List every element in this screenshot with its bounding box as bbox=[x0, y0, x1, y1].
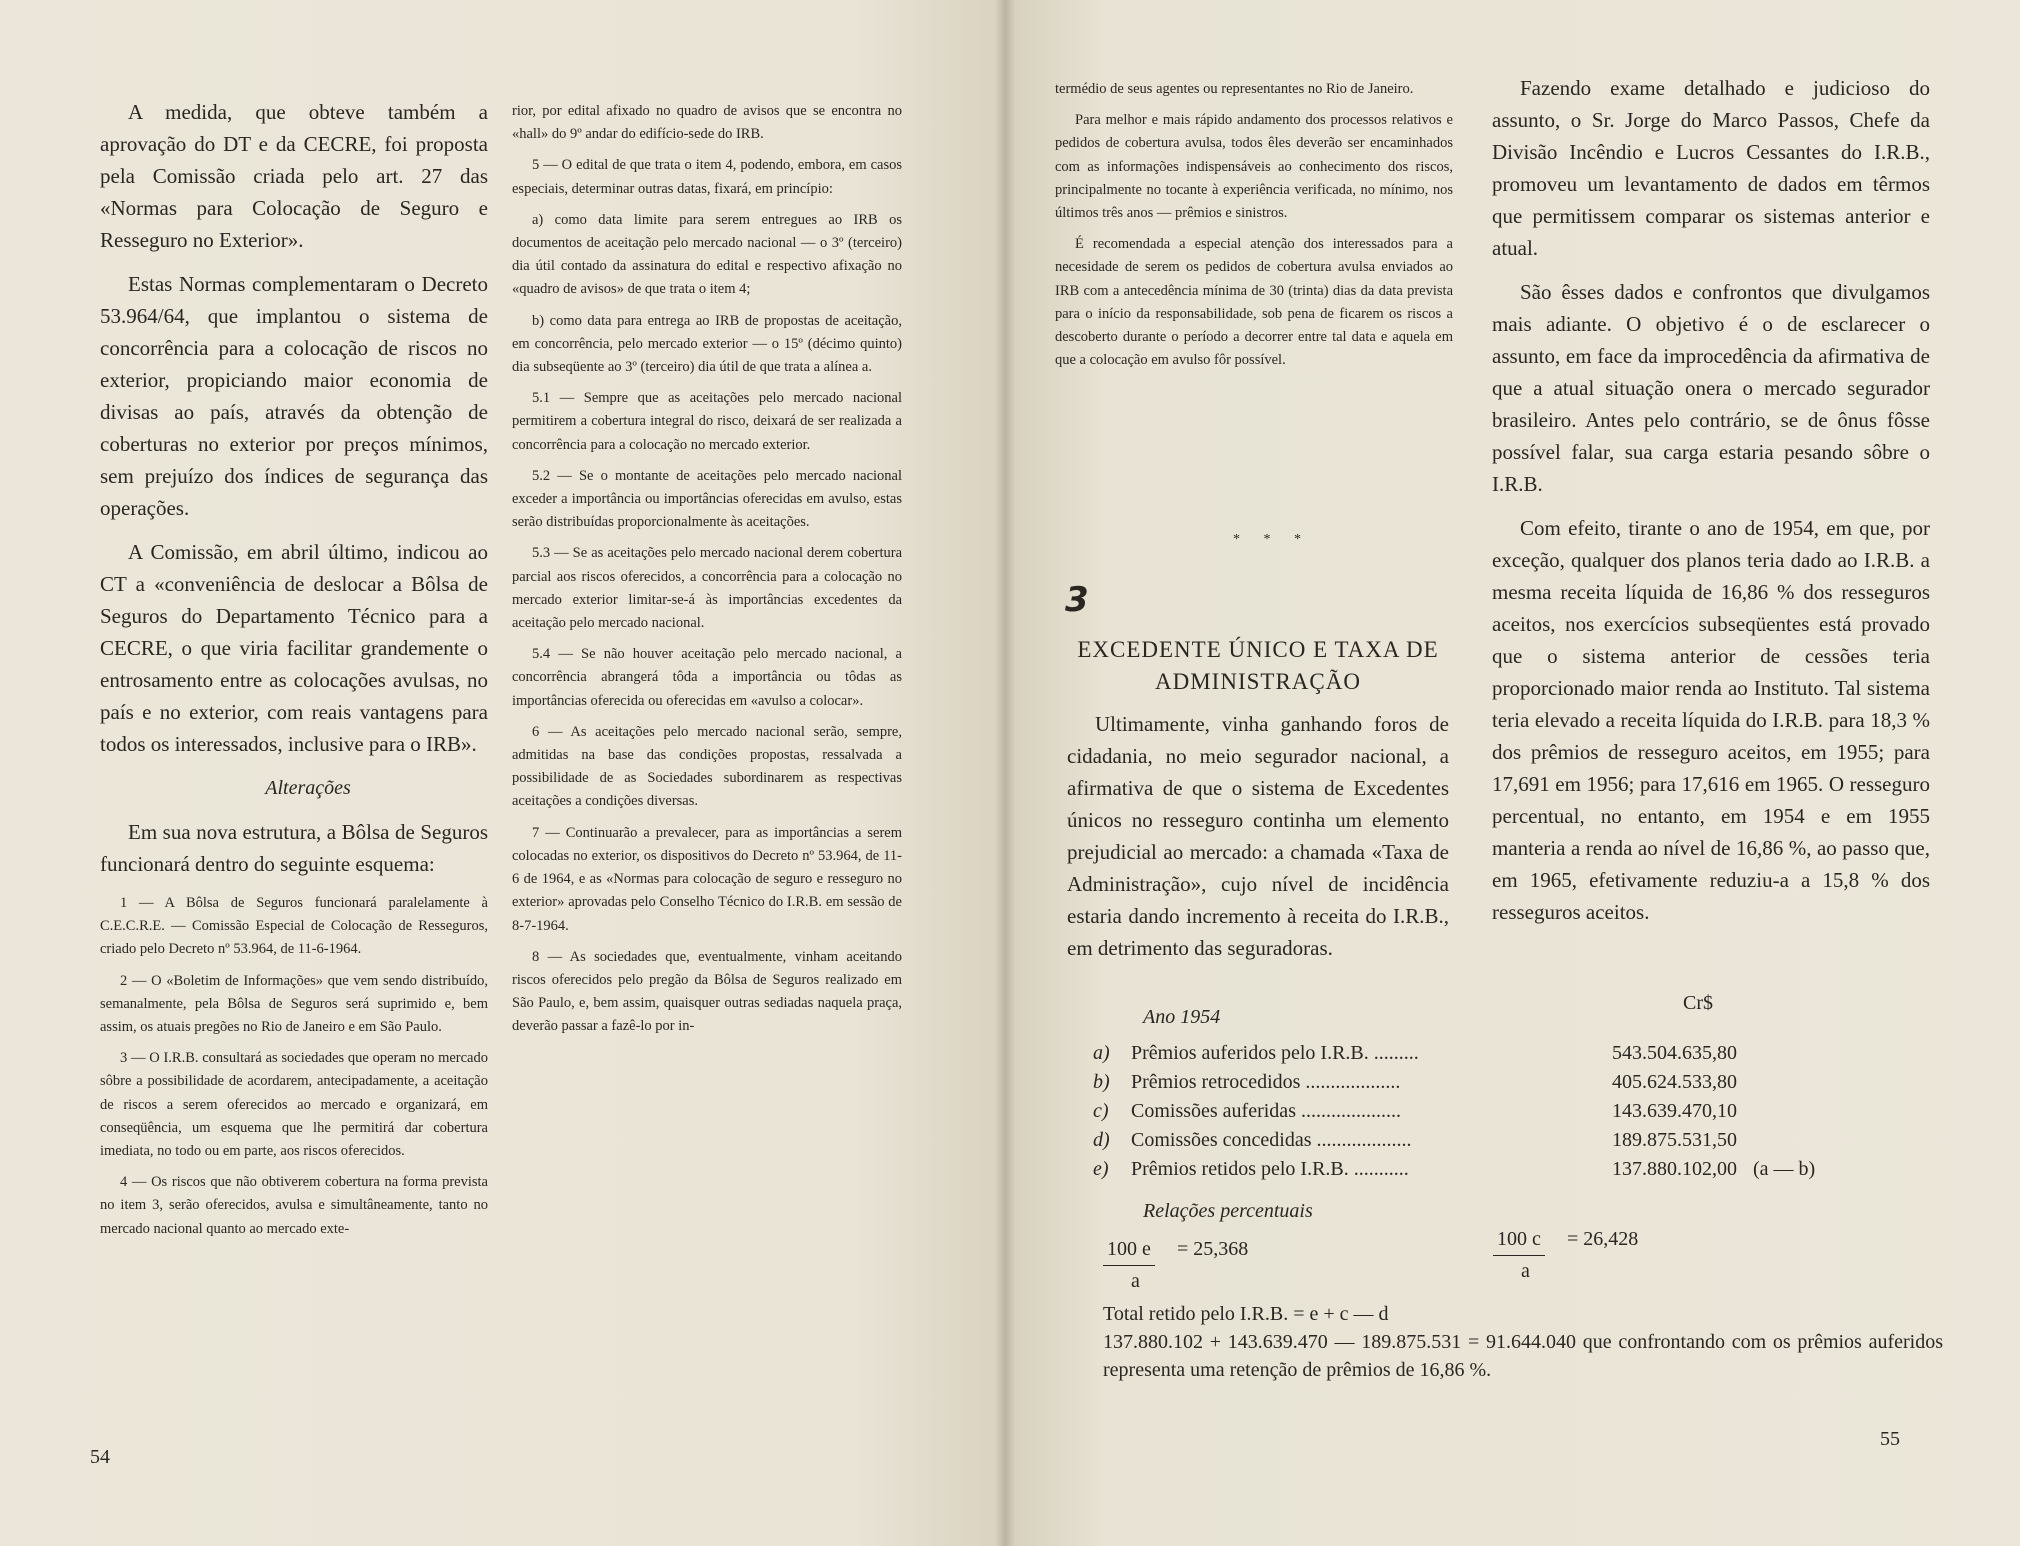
row-letter: a) bbox=[1093, 1042, 1110, 1064]
paragraph: 5.3 — Se as aceitações pelo mercado nacional derem cobertura parcial aos riscos oferecidos, a concorrência para a colocação no mercado exterior limitar-se-á às importâncias excedentes da aceitação pelo mercado nacional. bbox=[512, 545, 902, 632]
left-page bbox=[0, 0, 1005, 1546]
subheading-alteracoes: Alterações bbox=[265, 777, 351, 799]
paragraph: 5.2 — Se o montante de aceitações pelo mercado nacional exceder a importância ou importâncias oferecidas em avulso, estas serão distribuídas proporcionalmente às aceitações. bbox=[512, 467, 902, 531]
year-label: Ano 1954 bbox=[1143, 1006, 1221, 1028]
fraction-numerator: 100 e bbox=[1103, 1238, 1155, 1266]
list-item: 3 — O I.R.B. consultará as sociedades que operam no mercado sôbre a possibilidade de acordarem, antecipadamente, a aceitação de riscos a serem oferecidos ao mercado e organizará, em conseqüência, um esquema que lhe permitirá dar cobertura imediata, no todo ou em parte, aos riscos oferecidos. bbox=[100, 1050, 488, 1160]
right-column-1 bbox=[1055, 78, 1453, 380]
fraction-denominator: a bbox=[1131, 1270, 1140, 1292]
section-divider-stars: * * * bbox=[1233, 532, 1311, 547]
paragraph: Estas Normas complementaram o Decreto 53.964/64, que implantou o sistema de concorrência para a colocação de riscos no exterior, propiciando maior economia de divisas ao país, através da obtenção de coberturas no exterior por preços mínimos, sem prejuízo dos índices de segurança das operações. bbox=[100, 272, 488, 520]
table-row bbox=[1093, 1071, 1993, 1100]
fraction-2 bbox=[1493, 1228, 1545, 1283]
row-label: Prêmios auferidos pelo I.R.B. ......... bbox=[1131, 1042, 1419, 1064]
paragraph: A Comissão, em abril último, indicou ao CT a «conveniência de deslocar a Bôlsa de Seguros do Departamento Técnico para a CECRE, o que viria facilitar grandemente o entrosamento entre as colocações avulsas, no país e no exterior, com reais vantagens para todos os interessados, inclusive para o IRB». bbox=[100, 540, 488, 756]
paragraph: 5.1 — Sempre que as aceitações pelo mercado nacional permitirem a cobertura integral do risco, deixará de ser realizada a concorrência para a colocação no mercado exterior. bbox=[512, 390, 902, 453]
page-number-right: 55 bbox=[1880, 1428, 1900, 1450]
paragraph: a) como data limite para serem entregues ao IRB os documentos de aceitação pelo mercado nacional — o 3º (terceiro) dia útil contado da assinatura do edital e respectivo afixação no «quadro de avisos» de que trata o item 4; bbox=[512, 211, 902, 298]
total-calculation bbox=[1103, 1300, 1943, 1384]
paragraph: Fazendo exame detalhado e judicioso do assunto, o Sr. Jorge do Marco Passos, Chefe da Divisão Incêndio e Lucros Cessantes do I.R.B., promoveu um levantamento de dados em têrmos que permitissem comparar os sistemas anterior e atual. bbox=[1492, 76, 1930, 260]
row-letter: d) bbox=[1093, 1129, 1110, 1151]
section-title: EXCEDENTE ÚNICO E TAXA DE ADMINISTRAÇÃO bbox=[1077, 637, 1439, 694]
right-page bbox=[1005, 0, 2020, 1546]
row-label: Comissões auferidas .................... bbox=[1131, 1100, 1401, 1122]
paragraph: 6 — As aceitações pelo mercado nacional serão, sempre, admitidas na base das condições propostas, ressalvada a possibilidade de as Sociedades subordinarem as respectivas aceitações a condições diversas. bbox=[512, 723, 902, 810]
left-column-1 bbox=[100, 96, 488, 1249]
table-row bbox=[1093, 1158, 1993, 1187]
row-letter: c) bbox=[1093, 1100, 1109, 1122]
financial-table bbox=[1093, 1042, 1993, 1192]
row-label: Prêmios retrocedidos ................... bbox=[1131, 1071, 1401, 1093]
table-row bbox=[1093, 1042, 1993, 1071]
list-item: 1 — A Bôlsa de Seguros funcionará paralelamente à C.E.C.R.E. — Comissão Especial de Colocação de Resseguros, criado pelo Decreto nº 53.964, de 11-6-1964. bbox=[100, 895, 488, 958]
table-row bbox=[1093, 1129, 1993, 1158]
paragraph: Com efeito, tirante o ano de 1954, em que, por exceção, qualquer dos planos teria dado ao I.R.B. a mesma receita líquida de 16,86 % dos resseguros aceitos, nos exercícios subseqüentes está provado que o sistema anterior de cessões teria proporcionado maior renda ao Instituto. Tal sistema teria elevado a receita líquida do I.R.B. para 18,3 % dos prêmios de resseguro aceitos, em 1955; para 17,691 em 1956; para 17,616 em 1965. O resseguro percentual, no entanto, em 1954 e em 1955 manteria a renda ao nível de 16,86 %, ao passo que, em 1965, efetivamente reduziu-a a 15,8 % dos resseguros aceitos. bbox=[1492, 516, 1930, 924]
fraction-denominator: a bbox=[1521, 1260, 1530, 1282]
paragraph: 8 — As sociedades que, eventualmente, vinham aceitando riscos oferecidos pelo pregão da Bôlsa de Seguros realizado em São Paulo, e, bem assim, quaisquer outras sediadas naquela praça, deverão passar a fazê-lo por in- bbox=[512, 948, 902, 1035]
row-letter: b) bbox=[1093, 1071, 1110, 1093]
row-value: 189.875.531,50 bbox=[1612, 1129, 1737, 1151]
paragraph: 5 — O edital de que trata o item 4, podendo, embora, em casos especiais, determinar outras datas, fixará, em princípio: bbox=[512, 157, 902, 197]
row-label: Comissões concedidas ................... bbox=[1131, 1129, 1412, 1151]
paragraph: É recomendada a especial atenção dos interessados para a necesidade de serem os pedidos de cobertura avulsa enviados ao IRB com a antecedência mínima de 30 (trinta) dias da data prevista para o início da responsabilidade, sob pena de ficarem os riscos a descoberto durante o período a decorrer entre tal data e aquela em que a colocação em avulso fôr possível. bbox=[1055, 236, 1453, 369]
relations-label: Relações percentuais bbox=[1143, 1200, 1313, 1222]
page-number-left: 54 bbox=[90, 1446, 110, 1468]
paragraph: rior, por edital afixado no quadro de avisos que se encontra no «hall» do 9º andar do edifício-sede do IRB. bbox=[512, 103, 902, 143]
section-body bbox=[1067, 708, 1449, 976]
paragraph: Para melhor e mais rápido andamento dos processos relativos e pedidos de cobertura avulsa, todos êles deverão ser encaminhados com as informações indispensáveis ao conhecimento dos riscos, principalmente no tocante à experiência verificada, no mínimo, nos últimos três anos — prêmios e sinistros. bbox=[1055, 112, 1453, 222]
currency-header: Cr$ bbox=[1683, 992, 1713, 1014]
paragraph: Em sua nova estrutura, a Bôlsa de Seguros funcionará dentro do seguinte esquema: bbox=[100, 820, 488, 876]
total-formula: Total retido pelo I.R.B. = e + c — d bbox=[1103, 1303, 1389, 1325]
paragraph: b) como data para entrega ao IRB de propostas de aceitação, em concorrência, pelo mercado exterior — o 15º (décimo quinto) dia subseqüente ao 3º (terceiro) dia útil de que trata a alínea a. bbox=[512, 312, 902, 376]
paragraph: termédio de seus agentes ou representantes no Rio de Janeiro. bbox=[1055, 81, 1414, 97]
fraction-2-result: = 26,428 bbox=[1567, 1228, 1639, 1250]
row-value: 137.880.102,00 bbox=[1612, 1158, 1737, 1180]
row-note: (a — b) bbox=[1753, 1158, 1816, 1180]
fraction-1 bbox=[1103, 1238, 1155, 1293]
list-item: 2 — O «Boletim de Informações» que vem sendo distribuído, semanalmente, pela Bôlsa de Seguros será suprimido e, bem assim, os atuais pregões no Rio de Janeiro e em São Paulo. bbox=[100, 972, 488, 1036]
left-column-2 bbox=[512, 100, 902, 1047]
fraction-numerator: 100 c bbox=[1493, 1228, 1545, 1256]
fraction-1-result: = 25,368 bbox=[1177, 1238, 1249, 1260]
paragraph: São êsses dados e confrontos que divulgamos mais adiante. O objetivo é o de esclarecer o assunto, em face da improcedência da afirmativa de que a atual situação onera o mercado segurador brasileiro. Antes pelo contrário, se de ônus fôsse possível falar, sua carga estaria pesando sôbre o I.R.B. bbox=[1492, 280, 1930, 496]
paragraph: A medida, que obteve também a aprovação do DT e da CECRE, foi proposta pela Comissão criada pelo art. 27 das «Normas para Colocação de Seguro e Resseguro no Exterior». bbox=[100, 100, 488, 252]
book-gutter bbox=[995, 0, 1015, 1546]
row-value: 143.639.470,10 bbox=[1612, 1100, 1737, 1122]
row-letter: e) bbox=[1093, 1158, 1109, 1180]
paragraph: Ultimamente, vinha ganhando foros de cidadania, no meio segurador nacional, a afirmativa de que o sistema de Excedentes únicos no resseguro continha um elemento prejudicial ao mercado: a chamada «Taxa de Administração», cujo nível de incidência estaria dando incremento à receita do I.R.B., em detrimento das seguradoras. bbox=[1067, 712, 1449, 960]
right-column-2 bbox=[1492, 72, 1930, 940]
section-number: 3 bbox=[1065, 580, 1089, 620]
paragraph: 5.4 — Se não houver aceitação pelo mercado nacional, a concorrência abrangerá tôda a importância ou tôdas as importâncias oferecida ou oferecidas em «avulso a colocar». bbox=[512, 646, 902, 709]
row-label: Prêmios retidos pelo I.R.B. ........... bbox=[1131, 1158, 1409, 1180]
total-result: 137.880.102 + 143.639.470 — 189.875.531 = 91.644.040 que confrontando com os prêmios auferidos representa uma retenção de prêmios de 16,86 %. bbox=[1103, 1331, 1943, 1381]
list-item: 4 — Os riscos que não obtiverem cobertura na forma prevista no item 3, serão oferecidos, avulsa e simultâneamente, tanto no mercado nacional quanto ao mercado exte- bbox=[100, 1174, 488, 1237]
paragraph: 7 — Continuarão a prevalecer, para as importâncias a serem colocadas no exterior, os dispositivos do Decreto nº 53.964, de 11-6 de 1964, e as «Normas para colocação de seguro e resseguro no exterior» aprovadas pelo Conselho Técnico do I.R.B. em sessão de 8-7-1964. bbox=[512, 824, 902, 934]
table-row bbox=[1093, 1100, 1993, 1129]
row-value: 543.504.635,80 bbox=[1612, 1042, 1737, 1064]
row-value: 405.624.533,80 bbox=[1612, 1071, 1737, 1093]
